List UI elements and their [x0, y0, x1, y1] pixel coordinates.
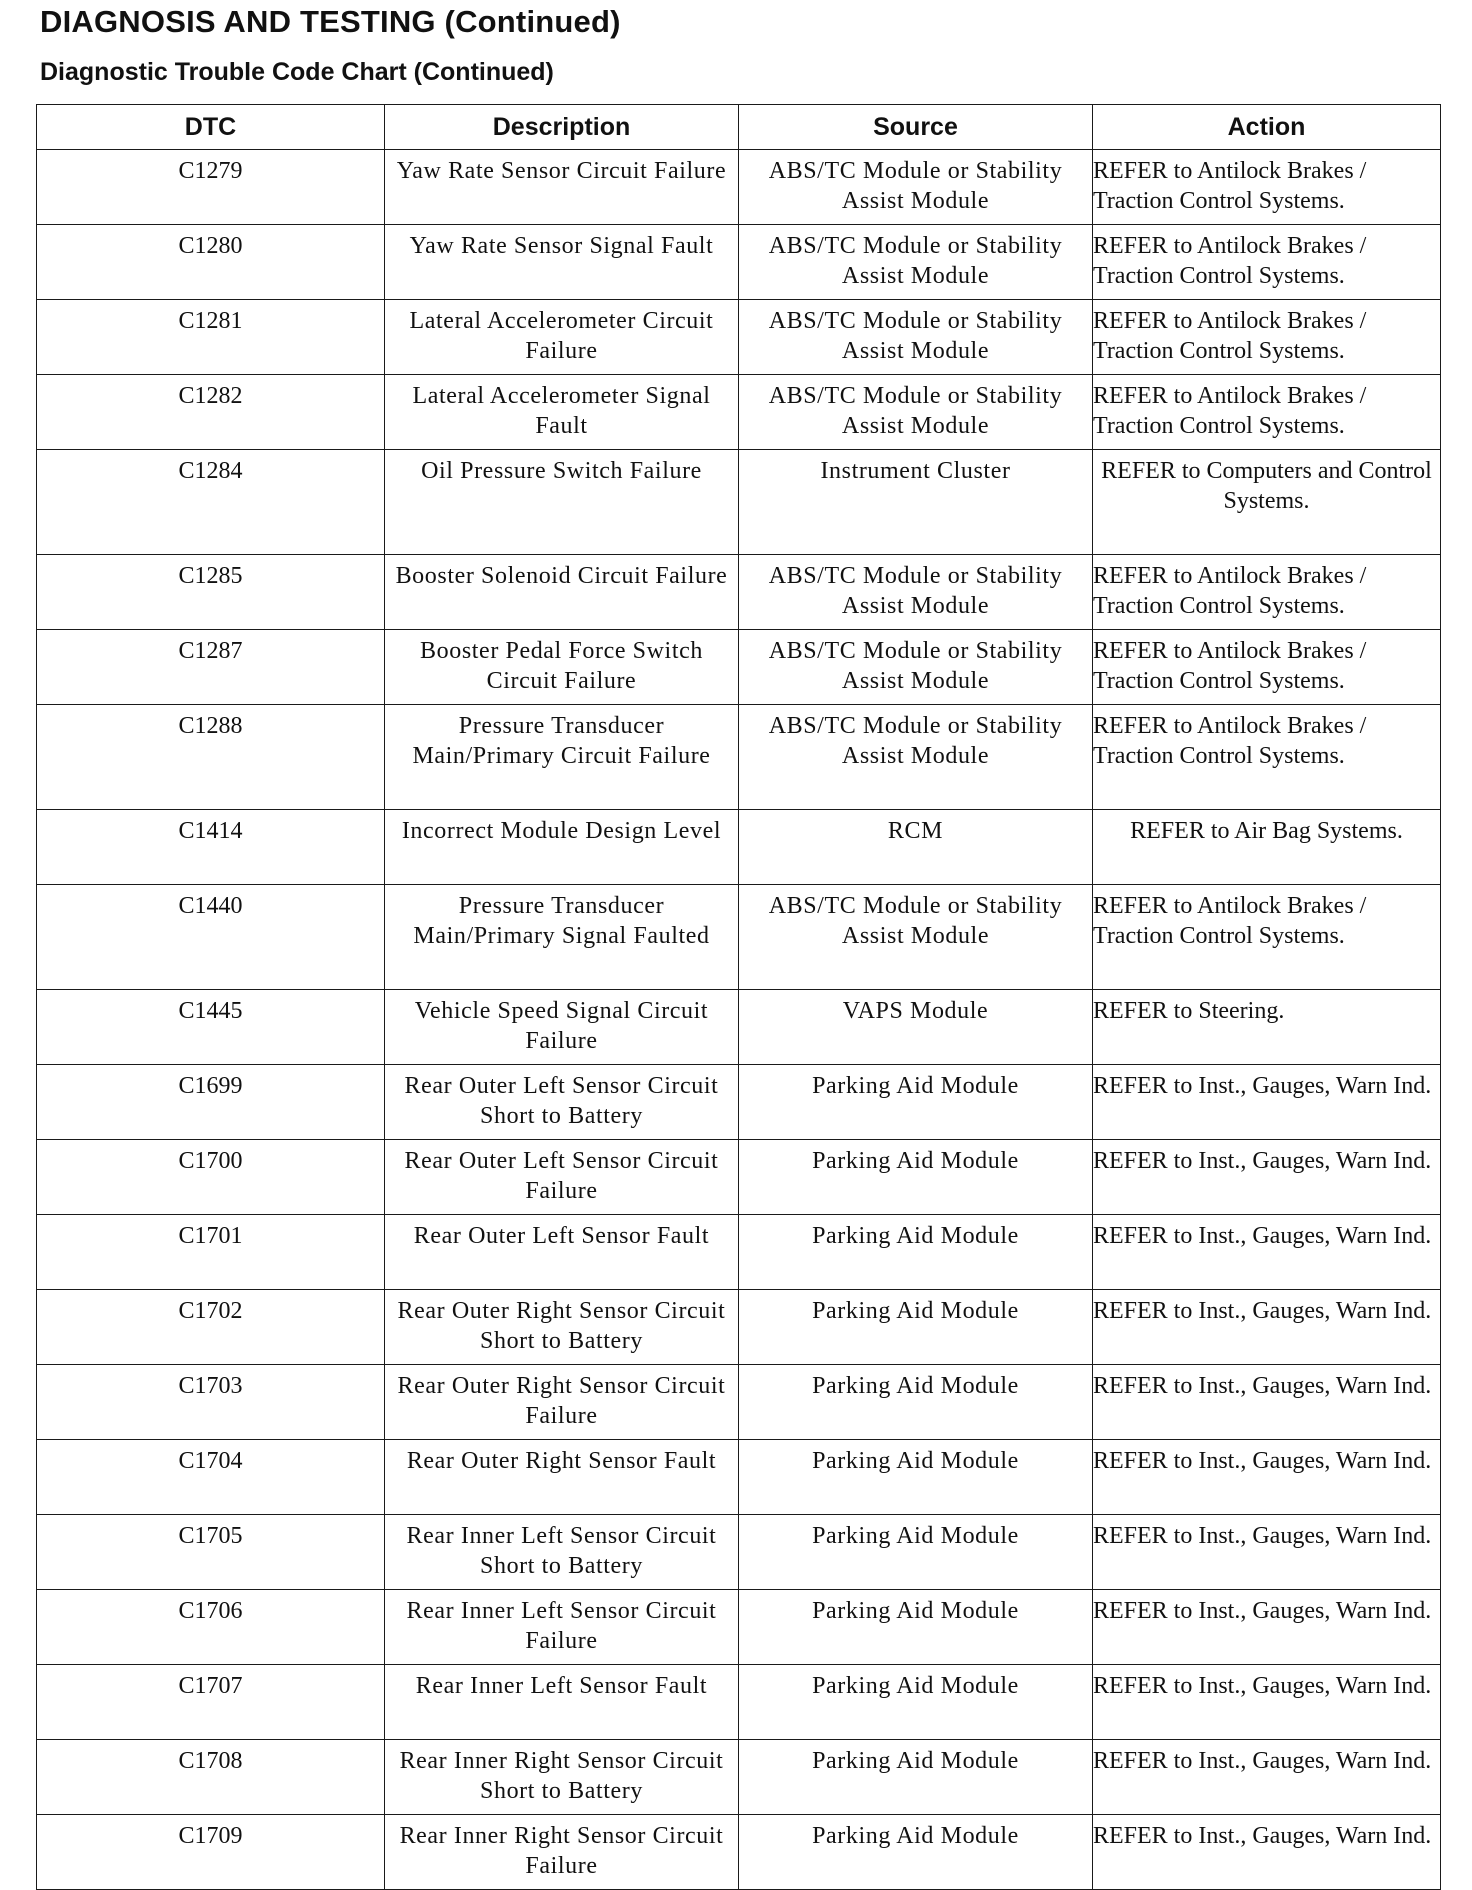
description-cell: Yaw Rate Sensor Circuit Failure — [385, 150, 739, 225]
action-cell: REFER to Antilock Brakes / Traction Control Systems. — [1093, 885, 1441, 990]
source-cell: Parking Aid Module — [739, 1065, 1093, 1140]
dtc-cell: C1440 — [37, 885, 385, 990]
dtc-cell: C1285 — [37, 555, 385, 630]
source-cell: Parking Aid Module — [739, 1515, 1093, 1590]
table-row — [37, 1740, 1441, 1815]
table-row — [37, 150, 1441, 225]
source-cell: Parking Aid Module — [739, 1365, 1093, 1440]
action-cell: REFER to Antilock Brakes / Traction Control Systems. — [1093, 150, 1441, 225]
description-cell: Rear Outer Right Sensor Fault — [385, 1440, 739, 1515]
description-cell: Rear Outer Right Sensor Circuit Short to Battery — [385, 1290, 739, 1365]
source-cell: Parking Aid Module — [739, 1665, 1093, 1740]
dtc-cell: C1288 — [37, 705, 385, 810]
action-cell: REFER to Inst., Gauges, Warn Ind. — [1093, 1065, 1441, 1140]
table-row — [37, 555, 1441, 630]
dtc-cell: C1702 — [37, 1290, 385, 1365]
dtc-cell: C1699 — [37, 1065, 385, 1140]
dtc-cell: C1704 — [37, 1440, 385, 1515]
table-row — [37, 375, 1441, 450]
source-cell: ABS/TC Module or Stability Assist Module — [739, 555, 1093, 630]
description-cell: Yaw Rate Sensor Signal Fault — [385, 225, 739, 300]
action-cell: REFER to Inst., Gauges, Warn Ind. — [1093, 1440, 1441, 1515]
description-cell: Rear Outer Left Sensor Fault — [385, 1215, 739, 1290]
table-row — [37, 300, 1441, 375]
dtc-cell: C1700 — [37, 1140, 385, 1215]
source-cell: Parking Aid Module — [739, 1590, 1093, 1665]
source-cell: Parking Aid Module — [739, 1215, 1093, 1290]
table-row — [37, 810, 1441, 885]
dtc-cell: C1414 — [37, 810, 385, 885]
table-row — [37, 1290, 1441, 1365]
description-cell: Rear Inner Left Sensor Circuit Short to Battery — [385, 1515, 739, 1590]
dtc-cell: C1706 — [37, 1590, 385, 1665]
dtc-cell: C1279 — [37, 150, 385, 225]
description-cell: Rear Inner Left Sensor Fault — [385, 1665, 739, 1740]
source-cell: Parking Aid Module — [739, 1290, 1093, 1365]
table-row — [37, 1065, 1441, 1140]
source-cell: Instrument Cluster — [739, 450, 1093, 555]
table-title: Diagnostic Trouble Code Chart (Continued) — [40, 58, 554, 86]
page-heading: DIAGNOSIS AND TESTING (Continued) — [40, 4, 621, 39]
table-header-row — [37, 105, 1441, 150]
header-description: Description — [385, 105, 739, 150]
table-row — [37, 1665, 1441, 1740]
table-row — [37, 1815, 1441, 1890]
dtc-cell: C1708 — [37, 1740, 385, 1815]
table-row — [37, 1215, 1441, 1290]
action-cell: REFER to Antilock Brakes / Traction Control Systems. — [1093, 555, 1441, 630]
header-source: Source — [739, 105, 1093, 150]
description-cell: Rear Inner Left Sensor Circuit Failure — [385, 1590, 739, 1665]
action-cell: REFER to Inst., Gauges, Warn Ind. — [1093, 1815, 1441, 1890]
action-cell: REFER to Inst., Gauges, Warn Ind. — [1093, 1215, 1441, 1290]
table-row — [37, 225, 1441, 300]
table-row — [37, 1440, 1441, 1515]
source-cell: VAPS Module — [739, 990, 1093, 1065]
action-cell: REFER to Antilock Brakes / Traction Control Systems. — [1093, 225, 1441, 300]
description-cell: Booster Solenoid Circuit Failure — [385, 555, 739, 630]
action-cell: REFER to Inst., Gauges, Warn Ind. — [1093, 1290, 1441, 1365]
table-row — [37, 450, 1441, 555]
description-cell: Rear Inner Right Sensor Circuit Short to Battery — [385, 1740, 739, 1815]
description-cell: Lateral Accelerometer Signal Fault — [385, 375, 739, 450]
action-cell: REFER to Inst., Gauges, Warn Ind. — [1093, 1665, 1441, 1740]
source-cell: Parking Aid Module — [739, 1140, 1093, 1215]
source-cell: ABS/TC Module or Stability Assist Module — [739, 225, 1093, 300]
table-row — [37, 630, 1441, 705]
description-cell: Rear Outer Right Sensor Circuit Failure — [385, 1365, 739, 1440]
description-cell: Vehicle Speed Signal Circuit Failure — [385, 990, 739, 1065]
dtc-table — [36, 104, 1441, 1890]
source-cell: ABS/TC Module or Stability Assist Module — [739, 885, 1093, 990]
dtc-cell: C1707 — [37, 1665, 385, 1740]
action-cell: REFER to Antilock Brakes / Traction Control Systems. — [1093, 375, 1441, 450]
dtc-cell: C1282 — [37, 375, 385, 450]
action-cell: REFER to Computers and Control Systems. — [1093, 450, 1441, 555]
dtc-cell: C1709 — [37, 1815, 385, 1890]
table-row — [37, 705, 1441, 810]
source-cell: Parking Aid Module — [739, 1440, 1093, 1515]
header-action: Action — [1093, 105, 1441, 150]
table-row — [37, 990, 1441, 1065]
source-cell: ABS/TC Module or Stability Assist Module — [739, 705, 1093, 810]
description-cell: Lateral Accelerometer Circuit Failure — [385, 300, 739, 375]
action-cell: REFER to Inst., Gauges, Warn Ind. — [1093, 1140, 1441, 1215]
action-cell: REFER to Antilock Brakes / Traction Control Systems. — [1093, 705, 1441, 810]
action-cell: REFER to Air Bag Systems. — [1093, 810, 1441, 885]
action-cell: REFER to Antilock Brakes / Traction Control Systems. — [1093, 630, 1441, 705]
source-cell: Parking Aid Module — [739, 1815, 1093, 1890]
source-cell: ABS/TC Module or Stability Assist Module — [739, 150, 1093, 225]
source-cell: ABS/TC Module or Stability Assist Module — [739, 630, 1093, 705]
description-cell: Booster Pedal Force Switch Circuit Failure — [385, 630, 739, 705]
description-cell: Pressure Transducer Main/Primary Circuit Failure — [385, 705, 739, 810]
action-cell: REFER to Inst., Gauges, Warn Ind. — [1093, 1515, 1441, 1590]
action-cell: REFER to Antilock Brakes / Traction Control Systems. — [1093, 300, 1441, 375]
table-row — [37, 1365, 1441, 1440]
dtc-cell: C1705 — [37, 1515, 385, 1590]
action-cell: REFER to Inst., Gauges, Warn Ind. — [1093, 1365, 1441, 1440]
source-cell: RCM — [739, 810, 1093, 885]
dtc-cell: C1287 — [37, 630, 385, 705]
table-row — [37, 885, 1441, 990]
description-cell: Rear Outer Left Sensor Circuit Failure — [385, 1140, 739, 1215]
source-cell: ABS/TC Module or Stability Assist Module — [739, 375, 1093, 450]
dtc-cell: C1280 — [37, 225, 385, 300]
table-row — [37, 1140, 1441, 1215]
description-cell: Incorrect Module Design Level — [385, 810, 739, 885]
description-cell: Pressure Transducer Main/Primary Signal Faulted — [385, 885, 739, 990]
description-cell: Rear Inner Right Sensor Circuit Failure — [385, 1815, 739, 1890]
action-cell: REFER to Steering. — [1093, 990, 1441, 1065]
dtc-cell: C1284 — [37, 450, 385, 555]
source-cell: Parking Aid Module — [739, 1740, 1093, 1815]
dtc-cell: C1701 — [37, 1215, 385, 1290]
table-row — [37, 1515, 1441, 1590]
description-cell: Oil Pressure Switch Failure — [385, 450, 739, 555]
description-cell: Rear Outer Left Sensor Circuit Short to Battery — [385, 1065, 739, 1140]
dtc-cell: C1281 — [37, 300, 385, 375]
dtc-cell: C1703 — [37, 1365, 385, 1440]
dtc-cell: C1445 — [37, 990, 385, 1065]
table-row — [37, 1590, 1441, 1665]
header-dtc: DTC — [37, 105, 385, 150]
action-cell: REFER to Inst., Gauges, Warn Ind. — [1093, 1590, 1441, 1665]
action-cell: REFER to Inst., Gauges, Warn Ind. — [1093, 1740, 1441, 1815]
source-cell: ABS/TC Module or Stability Assist Module — [739, 300, 1093, 375]
